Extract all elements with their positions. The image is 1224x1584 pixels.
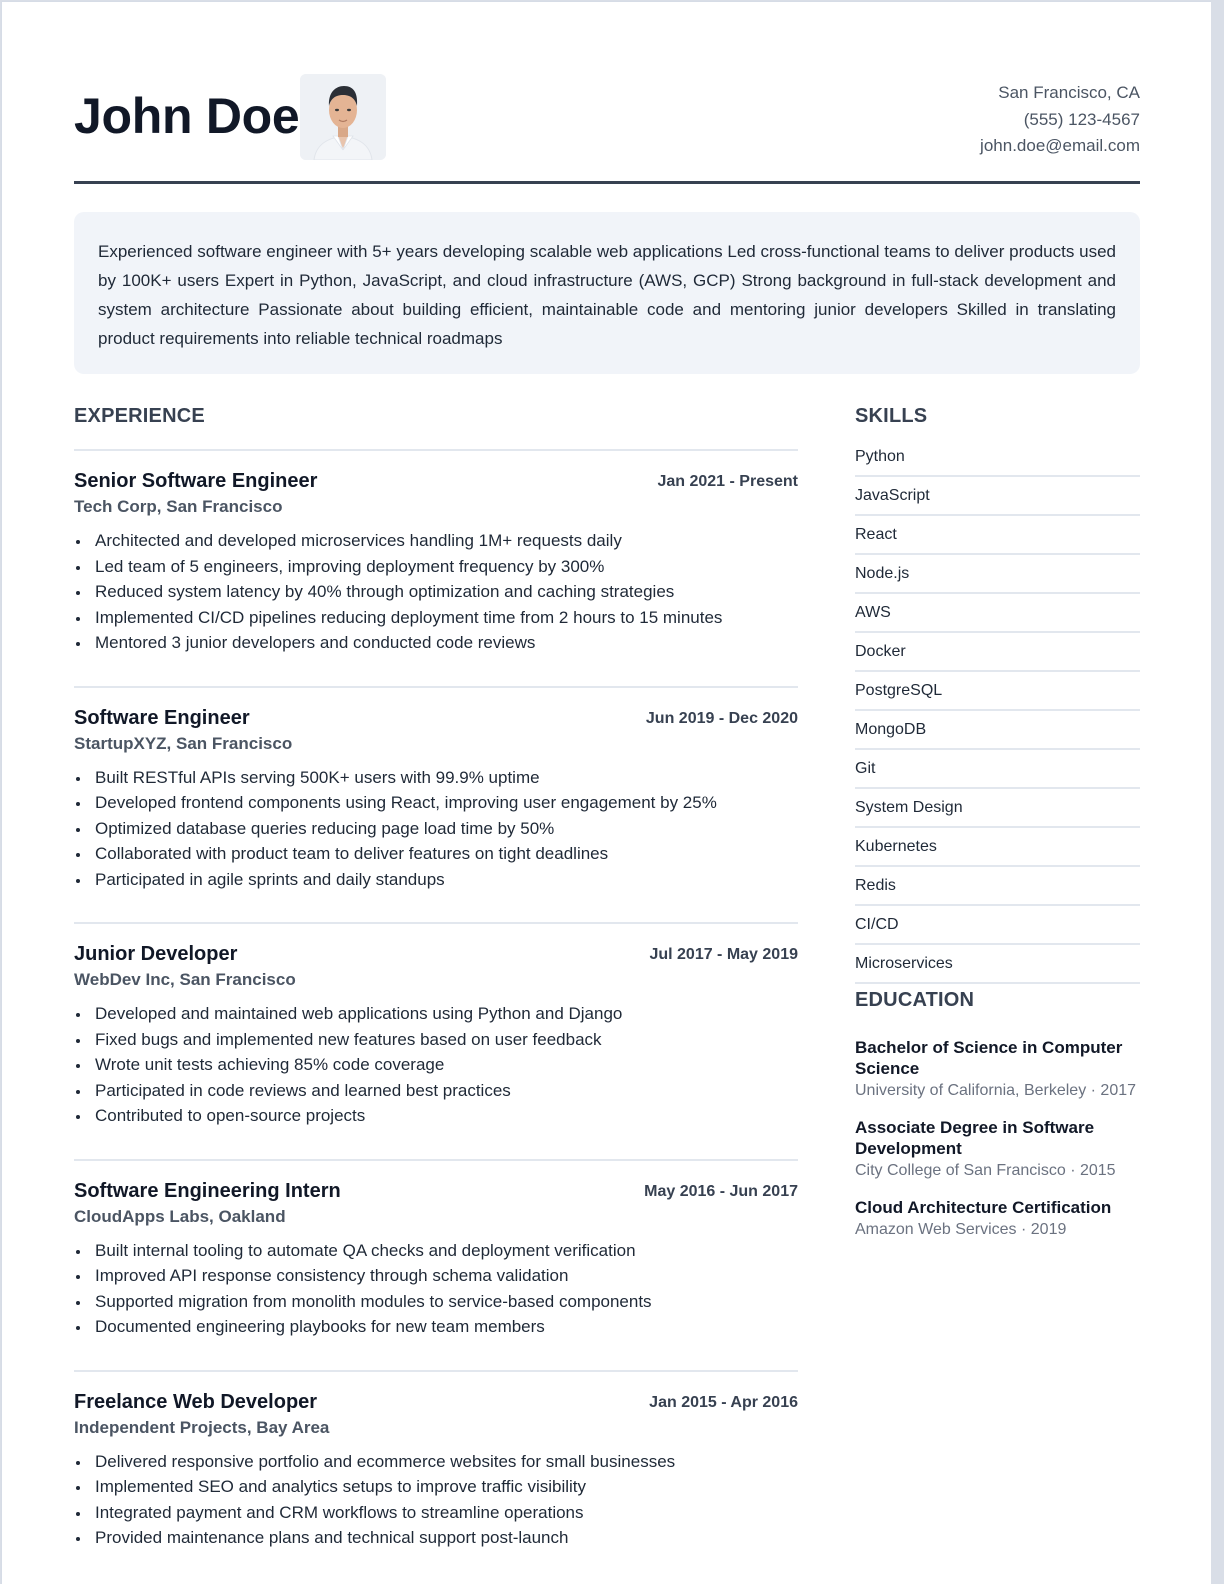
job-bullet: Documented engineering playbooks for new team members <box>74 1314 798 1340</box>
skill-item: Docker <box>855 633 1140 672</box>
job-dates: Jan 2021 - Present <box>657 473 798 490</box>
job-divider <box>74 1159 798 1161</box>
job-bullet: Implemented CI/CD pipelines reducing deployment time from 2 hours to 15 minutes <box>74 605 798 631</box>
profile-photo <box>300 74 386 160</box>
job-bullet: Supported migration from monolith modules to service-based components <box>74 1289 798 1315</box>
experience-section <box>74 402 798 1551</box>
job-entry <box>74 1389 798 1551</box>
job-bullet: Developed frontend components using React, improving user engagement by 25% <box>74 790 798 816</box>
education-degree: Cloud Architecture Certification <box>855 1198 1112 1217</box>
contact-location: San Francisco, CA <box>998 83 1140 102</box>
resume-page <box>1 1 1211 1584</box>
job-bullet: Integrated payment and CRM workflows to streamline operations <box>74 1500 798 1526</box>
job-list <box>74 449 798 1551</box>
job-bullet: Wrote unit tests achieving 85% code coverage <box>74 1052 798 1078</box>
job-bullet: Led team of 5 engineers, improving deployment frequency by 300% <box>74 554 798 580</box>
skill-item: PostgreSQL <box>855 672 1140 711</box>
skill-item: Microservices <box>855 945 1140 984</box>
education-degree: Associate Degree in Software Development <box>855 1118 1095 1158</box>
experience-heading: EXPERIENCE <box>74 405 205 427</box>
summary-box <box>74 212 1140 374</box>
skill-item: MongoDB <box>855 711 1140 750</box>
job-bullet: Reduced system latency by 40% through optimization and caching strategies <box>74 579 798 605</box>
job-title: Senior Software Engineer <box>74 470 318 492</box>
job-dates: May 2016 - Jun 2017 <box>644 1182 798 1200</box>
job-bullets <box>74 1449 798 1551</box>
job-bullet: Participated in agile sprints and daily standups <box>74 867 798 893</box>
contact-info <box>980 80 1140 160</box>
job-bullet: Developed and maintained web applications using Python and Django <box>74 1001 798 1027</box>
job-entry <box>74 1178 798 1340</box>
skills-heading: SKILLS <box>855 405 928 427</box>
summary-text: Experienced software engineer with 5+ years developing scalable web applications Led cross-functional teams to deliver products used by 100K+ users Expert in Python, JavaScript, and cloud infrastructure (AWS, GCP) Strong background in full-stack development and system architecture Passionate about building efficient, maintainable code and mentoring junior developers Skilled in translating product requirements into reliable technical roadmaps <box>98 242 1116 348</box>
header-divider <box>74 181 1140 184</box>
education-entry <box>855 1037 1140 1101</box>
job-entry <box>74 941 798 1129</box>
education-degree: Bachelor of Science in Computer Science <box>855 1038 1123 1078</box>
person-portrait-icon <box>300 74 386 160</box>
candidate-name: John Doe <box>74 88 300 144</box>
job-bullet: Participated in code reviews and learned best practices <box>74 1078 798 1104</box>
job-bullet: Architected and developed microservices handling 1M+ requests daily <box>74 528 798 554</box>
job-divider <box>74 686 798 688</box>
job-divider <box>74 922 798 924</box>
job-bullet: Built internal tooling to automate QA checks and deployment verification <box>74 1238 798 1264</box>
job-dates: Jan 2015 - Apr 2016 <box>649 1393 798 1411</box>
education-entry <box>855 1117 1140 1181</box>
job-bullet: Implemented SEO and analytics setups to improve traffic visibility <box>74 1474 798 1500</box>
job-bullets <box>74 528 798 656</box>
skills-list <box>855 438 1140 984</box>
sidebar <box>855 402 1140 1256</box>
contact-email[interactable]: john.doe@email.com <box>980 136 1140 155</box>
skill-item: Git <box>855 750 1140 789</box>
job-bullet: Mentored 3 junior developers and conducted code reviews <box>74 630 798 656</box>
job-title: Freelance Web Developer <box>74 1390 318 1413</box>
job-bullet: Collaborated with product team to deliver features on tight deadlines <box>74 841 798 867</box>
job-title: Junior Developer <box>74 943 238 965</box>
job-bullets <box>74 1001 798 1129</box>
job-bullets <box>74 1238 798 1340</box>
job-company: CloudApps Labs, Oakland <box>74 1206 286 1226</box>
skill-item: Node.js <box>855 555 1140 594</box>
job-bullet: Built RESTful APIs serving 500K+ users with 99.9% uptime <box>74 765 798 791</box>
skill-item: React <box>855 516 1140 555</box>
skill-item: Python <box>855 438 1140 477</box>
skill-item: CI/CD <box>855 906 1140 945</box>
job-bullet: Optimized database queries reducing page load time by 50% <box>74 816 798 842</box>
job-entry <box>74 705 798 893</box>
skill-item: Kubernetes <box>855 828 1140 867</box>
job-bullet: Improved API response consistency through schema validation <box>74 1263 798 1289</box>
job-entry <box>74 468 798 656</box>
resume-header <box>74 72 1140 164</box>
skill-item: AWS <box>855 594 1140 633</box>
job-dates: Jun 2019 - Dec 2020 <box>645 709 798 727</box>
job-bullet: Provided maintenance plans and technical support post-launch <box>74 1525 798 1551</box>
education-heading: EDUCATION <box>855 989 975 1011</box>
education-meta: University of California, Berkeley · 2017 <box>855 1082 1137 1099</box>
job-divider <box>74 1370 798 1372</box>
job-company: WebDev Inc, San Francisco <box>74 970 296 989</box>
job-bullet: Contributed to open-source projects <box>74 1103 798 1129</box>
skill-item: Redis <box>855 867 1140 906</box>
job-dates: Jul 2017 - May 2019 <box>649 946 798 963</box>
job-bullet: Delivered responsive portfolio and ecommerce websites for small businesses <box>74 1449 798 1475</box>
education-entry <box>855 1197 1140 1240</box>
education-meta: Amazon Web Services · 2019 <box>855 1221 1067 1238</box>
job-company: Tech Corp, San Francisco <box>74 497 283 516</box>
job-divider <box>74 449 798 451</box>
job-bullet: Fixed bugs and implemented new features based on user feedback <box>74 1027 798 1053</box>
job-company: Independent Projects, Bay Area <box>74 1417 330 1437</box>
skill-item: System Design <box>855 789 1140 828</box>
job-bullets <box>74 765 798 893</box>
skill-item: JavaScript <box>855 477 1140 516</box>
job-title: Software Engineering Intern <box>74 1179 341 1202</box>
education-list <box>855 1037 1140 1240</box>
job-company: StartupXYZ, San Francisco <box>74 733 293 753</box>
contact-phone[interactable]: (555) 123-4567 <box>1023 109 1140 129</box>
education-meta: City College of San Francisco · 2015 <box>855 1162 1116 1179</box>
job-title: Software Engineer <box>74 706 250 729</box>
